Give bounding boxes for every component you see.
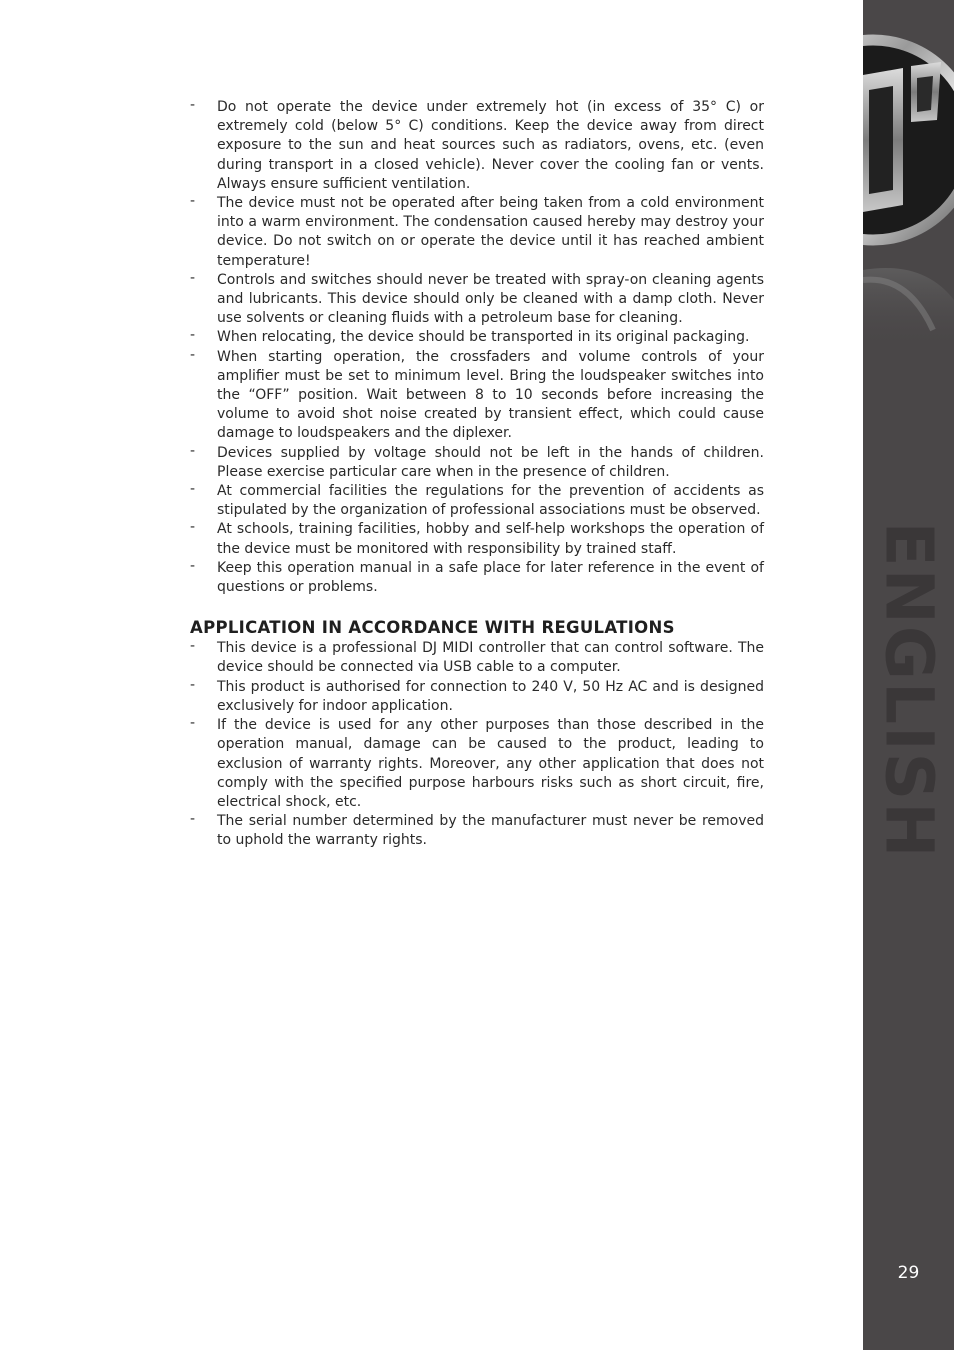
list-item-text: The serial number determined by the manufacturer must never be removed to uphold the warranty rights. bbox=[217, 813, 764, 849]
list-item-text: When relocating, the device should be transported in its original packaging. bbox=[217, 329, 750, 346]
list-item-text: Keep this operation manual in a safe place for later reference in the event of questions or problems. bbox=[217, 559, 764, 596]
list-item bbox=[190, 348, 764, 444]
list-item bbox=[190, 559, 764, 597]
bullet-dash: - bbox=[190, 193, 196, 210]
list-item-text: Devices supplied by voltage should not be left in the hands of children. Please exercise particular care when in the presence of children. bbox=[217, 444, 764, 480]
list-item bbox=[190, 444, 764, 482]
bullet-dash: - bbox=[190, 715, 196, 732]
list-item bbox=[190, 482, 764, 520]
bullet-dash: - bbox=[190, 638, 196, 655]
list-item bbox=[190, 98, 764, 194]
list-item-text: At commercial facilities the regulations for the prevention of accidents as stipulated by the organization of professional associations must be observed. bbox=[217, 483, 764, 519]
language-sidebar bbox=[863, 0, 954, 1350]
manual-content bbox=[190, 98, 764, 851]
bullet-dash: - bbox=[190, 557, 196, 574]
application-list bbox=[190, 639, 764, 850]
brand-logo-icon bbox=[863, 30, 954, 350]
bullet-dash: - bbox=[190, 97, 196, 113]
safety-list bbox=[190, 98, 764, 597]
list-item bbox=[190, 678, 764, 716]
bullet-dash: - bbox=[190, 442, 196, 459]
list-item-text: Controls and switches should never be treated with spray-on cleaning agents and lubricants. This device should only be cleaned with a damp cloth. Never use solvents or cleaning fluids with a petroleum base for cleaning. bbox=[217, 271, 764, 327]
bullet-dash: - bbox=[190, 519, 196, 536]
page-number: 29 bbox=[897, 1263, 920, 1283]
list-item bbox=[190, 520, 764, 558]
list-item bbox=[190, 328, 764, 347]
bullet-dash: - bbox=[190, 346, 196, 363]
list-item-text: This device is a professional DJ MIDI controller that can control software. The device should be connected via USB cable to a computer. bbox=[217, 640, 764, 676]
list-item-text: Do not operate the device under extremely hot (in excess of 35° C) or extremely cold (below 5° C) conditions. Keep the device away from direct exposure to the sun and heat sources such as radiators, ovens, etc. (even during transport in a closed vehicle). Never cover the cooling fan or vents. Always ensure sufficient ventilation. bbox=[217, 99, 764, 192]
bullet-dash: - bbox=[190, 269, 196, 286]
list-item bbox=[190, 271, 764, 329]
bullet-dash: - bbox=[190, 811, 196, 828]
language-label-text: ENGLISH bbox=[870, 521, 948, 859]
list-item-text: When starting operation, the crossfaders and volume controls of your amplifier must be set to minimum level. Bring the loudspeaker switches into the “OFF” position. Wait between 8 to 10 seconds before increasing the volume to avoid shot noise created by transient effect, which could cause damage to loudspeakers and the diplexer. bbox=[217, 348, 764, 442]
list-item-text: If the device is used for any other purposes than those described in the operation manual, damage can be caused to the product, leading to exclusion of warranty rights. Moreover, any other application that does not comply with the specified purpose harbours risks such as short circuit, fire, electrical shock, etc. bbox=[217, 717, 764, 810]
language-label bbox=[863, 521, 954, 859]
list-item bbox=[190, 716, 764, 812]
list-item-text: This product is authorised for connection to 240 V, 50 Hz AC and is designed exclusively for indoor application. bbox=[217, 678, 764, 714]
bullet-dash: - bbox=[190, 327, 196, 344]
list-item bbox=[190, 812, 764, 850]
list-item-text: The device must not be operated after being taken from a cold environment into a warm environment. The condensation caused hereby may destroy your device. Do not switch on or operate the device until it has reached ambient temperature! bbox=[217, 195, 764, 269]
list-item bbox=[190, 639, 764, 677]
bullet-dash: - bbox=[190, 481, 196, 498]
list-item bbox=[190, 194, 764, 271]
bullet-dash: - bbox=[190, 676, 196, 693]
section-title: APPLICATION IN ACCORDANCE WITH REGULATIONS bbox=[190, 618, 675, 638]
list-item-text: At schools, training facilities, hobby and self-help workshops the operation of the device must be monitored with responsibility by trained staff. bbox=[217, 521, 764, 557]
